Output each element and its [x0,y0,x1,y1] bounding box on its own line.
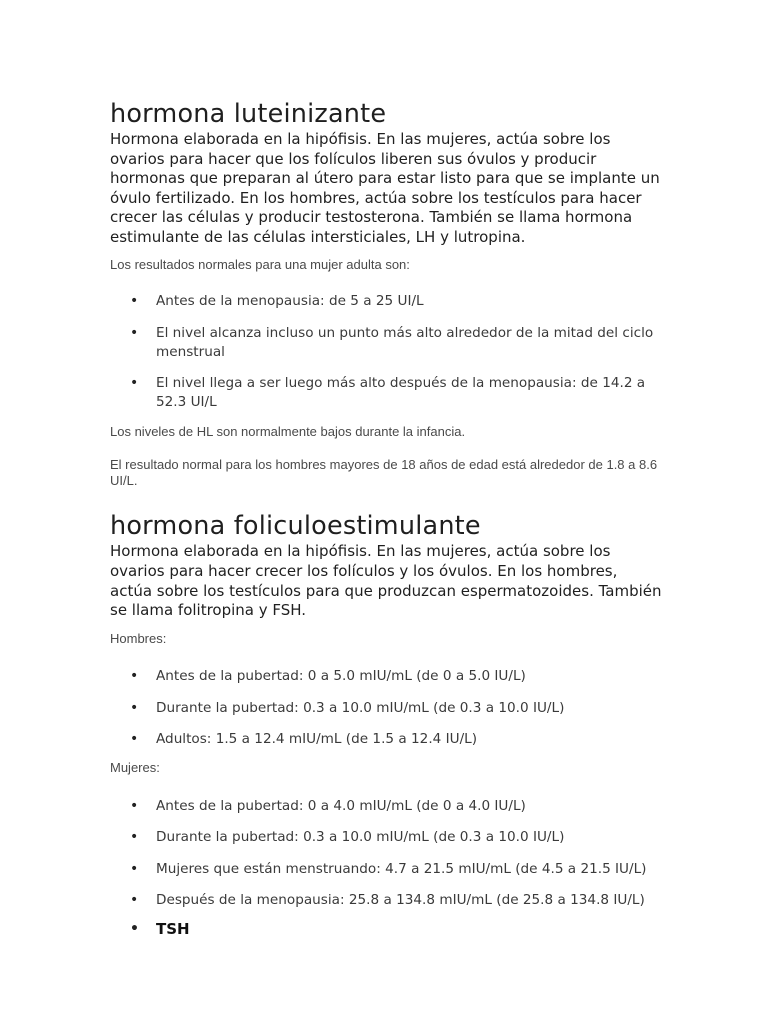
fsh-women-list [110,797,662,940]
document-page [110,98,662,939]
lh-men-note: El resultado normal para los hombres mayores de 18 años de edad está alrededor de 1.8 a 8.6 UI/L. [110,457,658,488]
list-item: • El nivel alcanza incluso un punto más alto alrededor de la mitad del ciclo menstrual [110,324,662,363]
list-item: • Antes de la menopausia: de 5 a 25 UI/L [110,292,662,312]
fsh-definition: Hormona elaborada en la hipófisis. En las mujeres, actúa sobre los ovarios para hacer crecer los folículos y los óvulos. En los hombres, actúa sobre los testículos para que produzcan espermatozoides. También se llama folitropina y FSH. [110,542,662,620]
list-item: • Después de la menopausia: 25.8 a 134.8 mIU/mL (de 25.8 a 134.8 IU/L) [110,891,662,911]
fsh-title: hormona foliculoestimulante [110,511,481,542]
list-item-tsh: • TSH [110,920,662,940]
fsh-women-label: Mujeres: [110,759,160,775]
list-item: • Durante la pubertad: 0.3 a 10.0 mIU/mL (de 0.3 a 10.0 IU/L) [110,699,662,719]
list-item: • Durante la pubertad: 0.3 a 10.0 mIU/mL (de 0.3 a 10.0 IU/L) [110,828,662,848]
list-item: • Adultos: 1.5 a 12.4 mIU/mL (de 1.5 a 12.4 IU/L) [110,730,662,750]
lh-title: hormona luteinizante [110,99,387,129]
lh-definition: Hormona elaborada en la hipófisis. En las mujeres, actúa sobre los ovarios para hacer que los folículos liberen sus óvulos y producir hormonas que preparan al útero para estar listo para que se implante un óvulo fertilizado. En los hombres, actúa sobre los testículos para hacer crecer las células y producir testosterona. También se llama hormona estimulante de las células intersticiales, LH y lutropina. [110,130,660,246]
lh-women-intro: Los resultados normales para una mujer adulta son: [110,256,410,272]
list-item: • El nivel llega a ser luego más alto después de la menopausia: de 14.2 a 52.3 UI/L [110,374,662,413]
lh-women-list [110,292,662,413]
list-item: • Antes de la pubertad: 0 a 5.0 mIU/mL (de 0 a 5.0 IU/L) [110,667,662,687]
lh-childhood-note: Los niveles de HL son normalmente bajos durante la infancia. [110,423,466,439]
fsh-men-label: Hombres: [110,630,167,646]
fsh-men-list [110,667,662,750]
list-item: • Mujeres que están menstruando: 4.7 a 21.5 mIU/mL (de 4.5 a 21.5 IU/L) [110,860,662,880]
list-item: • Antes de la pubertad: 0 a 4.0 mIU/mL (de 0 a 4.0 IU/L) [110,797,662,817]
